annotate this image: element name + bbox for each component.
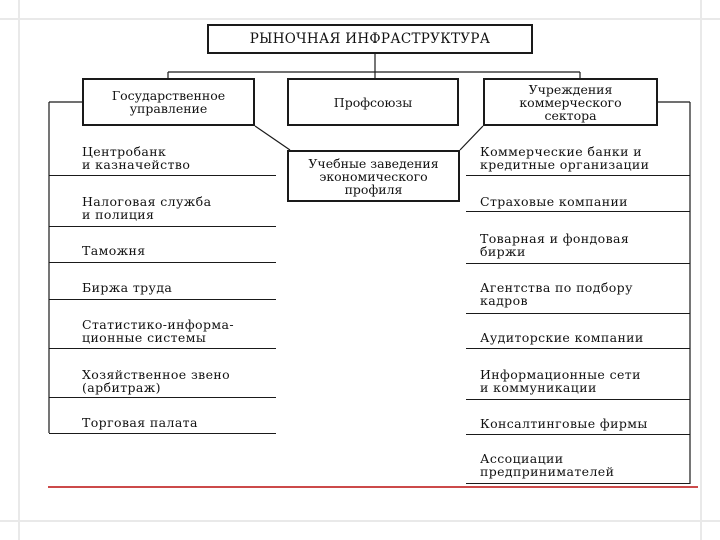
left-item: Таможня (82, 243, 146, 258)
left-item-divider (49, 433, 276, 434)
link-gov-education (255, 126, 290, 150)
gov-box (82, 78, 255, 126)
unions-text: Профсоюзы (333, 94, 413, 110)
left-item-divider (49, 299, 276, 300)
left-item-divider (49, 175, 276, 176)
right-item: Информационные сети и коммуникации (480, 367, 641, 395)
right-item: Агентства по подбору кадров (480, 280, 633, 308)
left-item: Хозяйственное звено (арбитраж) (82, 367, 231, 395)
right-item-divider (466, 434, 690, 435)
right-item-divider (466, 175, 690, 176)
left-item: Торговая палата (82, 415, 198, 430)
left-item-divider (49, 348, 276, 349)
right-item: Консалтинговые фирмы (480, 416, 648, 431)
left-item-divider (49, 226, 276, 227)
gov-text: Государственное управление (111, 88, 226, 116)
left-item: Биржа труда (82, 280, 173, 295)
right-item: Коммерческие банки и кредитные организации (480, 144, 650, 172)
left-item: Центробанк и казначейство (82, 144, 191, 172)
right-item-divider (466, 211, 690, 212)
title-box (207, 24, 533, 54)
right-item: Ассоциации предпринимателей (480, 451, 615, 479)
left-item: Налоговая служба и полиция (82, 194, 212, 222)
right-item-divider (466, 263, 690, 264)
right-item-divider (466, 313, 690, 314)
commercial-text: Учреждения коммерческого сектора (519, 81, 622, 123)
left-item: Статистико-информа- ционные системы (82, 317, 234, 345)
commercial-box (483, 78, 658, 126)
title-text: РЫНОЧНАЯ ИНФРАСТРУКТУРА (249, 30, 491, 47)
right-item: Аудиторские компании (480, 330, 644, 345)
right-item: Страховые компании (480, 194, 628, 209)
right-item-divider (466, 399, 690, 400)
right-item-divider (466, 348, 690, 349)
unions-box (287, 78, 459, 126)
right-item-divider (466, 483, 690, 484)
left-item-divider (49, 397, 276, 398)
right-item: Товарная и фондовая биржи (480, 231, 630, 259)
left-item-divider (49, 262, 276, 263)
education-text: Учебные заведения экономического профиля (308, 155, 439, 197)
education-box (287, 150, 460, 202)
